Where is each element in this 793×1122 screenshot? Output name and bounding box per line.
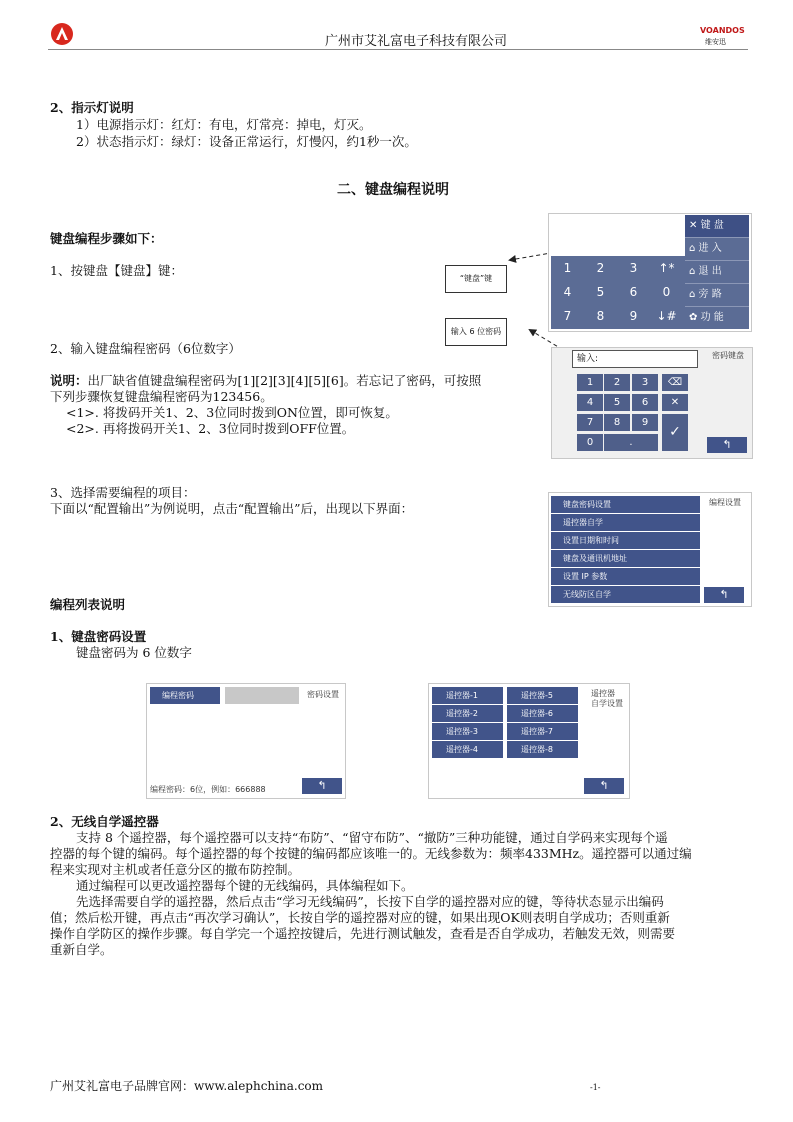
header-rule <box>48 49 748 50</box>
key-8[interactable]: 8 <box>596 309 605 323</box>
company-logo <box>50 22 74 46</box>
menu-exit-label: 退 出 <box>698 266 722 277</box>
password-settings-panel <box>146 683 346 799</box>
indicator-line-1: 1）电源指示灯：红灯：有电，灯常亮：掉电，灯灭。 <box>76 117 372 132</box>
menu-keyboard-button[interactable] <box>685 215 749 238</box>
key-2[interactable]: 2 <box>596 261 605 275</box>
logo-icon <box>50 22 74 46</box>
key-3[interactable]: 3 <box>629 261 638 275</box>
remote-p3-line-2: 值；然后松开键，再点击“再次学习确认”，长按自学的遥控器对应的键，如果出现OK则表明自学成功；否则重新 <box>50 910 670 925</box>
remote-p3-line-4: 重新自学。 <box>50 942 113 957</box>
password-keypad-title: 密码键盘 <box>712 351 744 360</box>
remote-p3-line-1: 先选择需要自学的遥控器，然后点击“学习无线编码”，长按下自学的遥控器对应的键，等待状态显示出编码 <box>76 894 664 909</box>
remote-7-button[interactable]: 遥控器-7 <box>507 723 578 740</box>
pk-backspace-icon[interactable]: ⌫ <box>662 374 688 391</box>
menu-bypass-button[interactable] <box>685 284 749 307</box>
remote-learn-title-2: 自学设置 <box>591 699 623 708</box>
pk-key-8[interactable]: 8 <box>604 414 630 431</box>
pk-ok-icon[interactable]: ✓ <box>662 414 688 451</box>
menu-item-ip[interactable]: 设置 IP 参数 <box>551 568 700 585</box>
menu-enter-label: 进 入 <box>698 243 722 254</box>
menu-enter-button[interactable] <box>685 238 749 261</box>
remote-1-button[interactable]: 遥控器-1 <box>432 687 503 704</box>
pk-key-2[interactable]: 2 <box>604 374 630 391</box>
menu-item-remote-learn[interactable]: 遥控器自学 <box>551 514 700 531</box>
remote-p1-line-1: 支持 8 个遥控器，每个遥控器可以支持“布防”、“留守布防”、“撤防”三种功能键，通过自学码来实现每个遥 <box>76 830 668 845</box>
password-settings-title: 密码设置 <box>307 690 339 699</box>
prog-list-sub1: 1、键盘密码设置 <box>50 629 147 644</box>
note-step-a: <1>. 将拨码开关1、2、3位同时拨到ON位置，即可恢复。 <box>66 405 398 420</box>
remote-learn-title-1: 遥控器 <box>591 689 615 698</box>
pk-back-button[interactable]: ↰ <box>707 437 747 453</box>
callout-keyboard-key <box>445 265 507 293</box>
remote-5-button[interactable]: 遥控器-5 <box>507 687 578 704</box>
section-title: 二、键盘编程说明 <box>337 182 449 198</box>
key-up-star[interactable]: ↑* <box>658 261 675 275</box>
enter-icon: ⌂ <box>689 243 696 254</box>
exit-icon: ⌂ <box>689 266 696 277</box>
menu-item-datetime[interactable]: 设置日期和时间 <box>551 532 700 549</box>
menu-function-button[interactable] <box>685 307 749 329</box>
note-line-1 <box>50 372 481 389</box>
tools-icon: ✕ <box>689 220 698 231</box>
program-password-button[interactable]: 编程密码 <box>150 687 220 704</box>
remote-p1-line-2: 控器的每个键的编码。每个遥控器的每个按键的编码都应该唯一的。无线参数为：频率433MHz。遥控器可以通过编 <box>50 846 692 861</box>
step-3: 3、选择需要编程的项目： <box>50 485 196 500</box>
prog-list-heading: 编程列表说明 <box>50 597 126 612</box>
note-line-2: 下列步骤恢复键盘编程密码为123456。 <box>50 389 273 404</box>
pk-key-dot[interactable]: . <box>604 434 658 451</box>
bypass-icon: ⌂ <box>689 289 696 300</box>
pk-key-9[interactable]: 9 <box>632 414 658 431</box>
pk-key-5[interactable]: 5 <box>604 394 630 411</box>
function-menu <box>685 215 749 329</box>
password-settings-back-button[interactable]: ↰ <box>302 778 342 794</box>
header-brand-sub: 维安迅 <box>705 38 726 46</box>
key-0[interactable]: 0 <box>662 285 671 299</box>
step-1: 1、按键盘【键盘】键： <box>50 263 183 278</box>
key-7[interactable]: 7 <box>563 309 572 323</box>
key-5[interactable]: 5 <box>596 285 605 299</box>
pk-clear-icon[interactable]: ✕ <box>662 394 688 411</box>
note-label: 说明： <box>50 373 88 388</box>
keyboard-panel <box>548 213 752 332</box>
remote-heading: 2、无线自学遥控器 <box>50 814 159 829</box>
remote-p3-line-3: 操作自学防区的操作步骤。每自学完一个遥控按键后，先进行测试触发，查看是否自学成功，若触发无效，则需要 <box>50 926 676 941</box>
menu-keyboard-label: 键 盘 <box>700 220 724 231</box>
callout-input-password-label: 输入 6 位密码 <box>450 327 502 336</box>
prog-list-sub1-desc: 键盘密码为 6 位数字 <box>76 645 192 660</box>
programming-menu-panel <box>548 492 752 607</box>
menu-exit-button[interactable] <box>685 261 749 284</box>
menu-item-wireless-zone[interactable]: 无线防区自学 <box>551 586 700 603</box>
step-3-desc: 下面以“配置输出”为例说明，点击“配置输出”后，出现以下界面： <box>50 501 414 516</box>
key-down-hash[interactable]: ↓# <box>656 309 677 323</box>
remote-learn-panel <box>428 683 630 799</box>
menu-function-label: 功 能 <box>700 312 724 323</box>
pk-key-4[interactable]: 4 <box>577 394 603 411</box>
steps-heading: 键盘编程步骤如下： <box>50 231 163 246</box>
remote-learn-back-button[interactable]: ↰ <box>584 778 624 794</box>
header-company: 广州市艾礼富电子科技有限公司 <box>325 34 508 49</box>
pk-key-3[interactable]: 3 <box>632 374 658 391</box>
password-keypad-panel <box>551 347 753 459</box>
password-input[interactable]: 输入: <box>572 350 698 368</box>
note-text: 出厂缺省值键盘编程密码为[1][2][3][4][5][6]。若忘记了密码，可按照 <box>87 373 482 388</box>
indicator-heading: 2、指示灯说明 <box>50 100 134 115</box>
key-4[interactable]: 4 <box>563 285 572 299</box>
menu-item-keyboard-password[interactable]: 键盘密码设置 <box>551 496 700 513</box>
callout-keyboard-key-label: “键盘”键 <box>459 274 493 283</box>
header-brand-name: VOANDOS <box>700 26 745 35</box>
pk-key-7[interactable]: 7 <box>577 414 603 431</box>
note-step-b: <2>. 再将拨码开关1、2、3位同时拨到OFF位置。 <box>66 421 355 436</box>
remote-3-button[interactable]: 遥控器-3 <box>432 723 503 740</box>
remote-2-button[interactable]: 遥控器-2 <box>432 705 503 722</box>
gear-icon: ✿ <box>689 312 698 323</box>
key-6[interactable]: 6 <box>629 285 638 299</box>
programming-menu-back-button[interactable]: ↰ <box>704 587 744 603</box>
remote-8-button[interactable]: 遥控器-8 <box>507 741 578 758</box>
pk-key-6[interactable]: 6 <box>632 394 658 411</box>
pk-key-1[interactable]: 1 <box>577 374 603 391</box>
indicator-line-2: 2）状态指示灯：绿灯：设备正常运行，灯慢闪，约1秒一次。 <box>76 134 417 149</box>
footer-page-number: -1- <box>590 1083 601 1092</box>
password-hint: 编程密码：6位，例如：666888 <box>150 785 266 794</box>
footer-website: 广州艾礼富电子品牌官网：www.alephchina.com <box>50 1079 324 1093</box>
key-9[interactable]: 9 <box>629 309 638 323</box>
key-1[interactable]: 1 <box>563 261 572 275</box>
menu-item-address[interactable]: 键盘及通讯机地址 <box>551 550 700 567</box>
menu-bypass-label: 旁 路 <box>698 289 722 300</box>
numeric-keypad <box>551 256 685 329</box>
remote-p2: 通过编程可以更改遥控器每个键的无线编码，具体编程如下。 <box>76 878 414 893</box>
remote-p1-line-3: 程来实现对主机或者任意分区的撤布防控制。 <box>50 862 301 877</box>
pk-key-0[interactable]: 0 <box>577 434 603 451</box>
remote-4-button[interactable]: 遥控器-4 <box>432 741 503 758</box>
callout-input-password <box>445 318 507 346</box>
program-password-field[interactable] <box>225 687 299 704</box>
step-2: 2、输入键盘编程密码（6位数字） <box>50 341 241 356</box>
programming-menu-title: 编程设置 <box>709 498 741 507</box>
remote-6-button[interactable]: 遥控器-6 <box>507 705 578 722</box>
